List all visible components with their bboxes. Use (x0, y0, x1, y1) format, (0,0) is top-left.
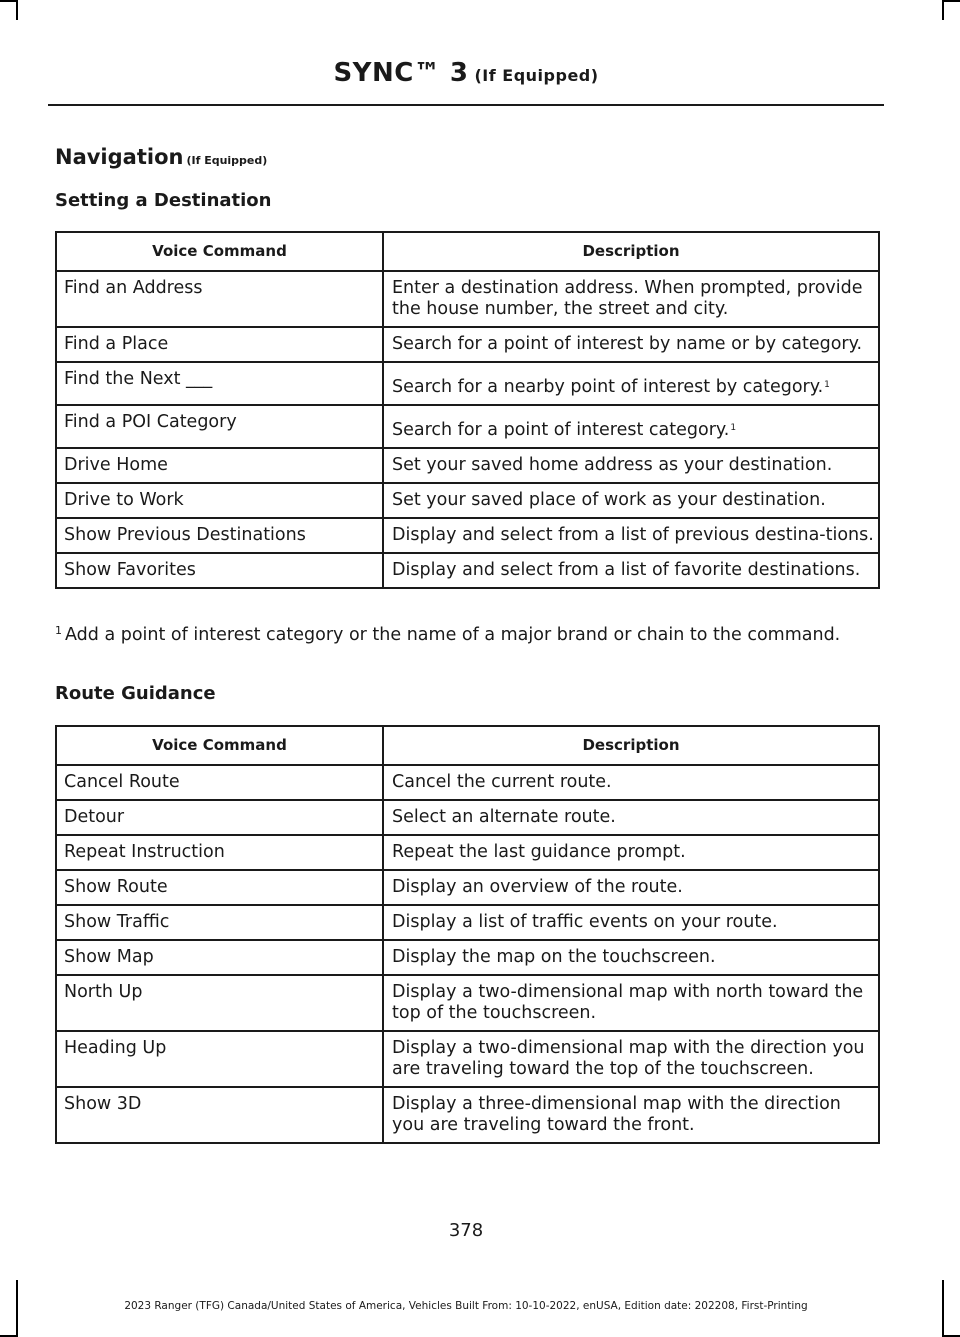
command-cell: Find an Address (56, 271, 383, 327)
table-row (56, 483, 879, 518)
description-cell (383, 405, 879, 448)
table-row (56, 940, 879, 975)
command-cell: North Up (56, 975, 383, 1031)
footnote-marker: 1 (55, 624, 62, 637)
destination-table (55, 231, 880, 589)
command-cell: Find a Place (56, 327, 383, 362)
table-row (56, 765, 879, 800)
column-header: Voice Command (56, 726, 383, 765)
description-cell: Display and select from a list of previous destina-tions. (383, 518, 879, 553)
table-row (56, 1087, 879, 1143)
column-header: Description (383, 726, 879, 765)
table-row (56, 870, 879, 905)
column-header: Description (383, 232, 879, 271)
command-cell: Heading Up (56, 1031, 383, 1087)
command-cell: Repeat Instruction (56, 835, 383, 870)
table-row (56, 405, 879, 448)
footnote-ref: 1 (730, 423, 737, 433)
table-row (56, 553, 879, 588)
crop-mark (16, 0, 18, 20)
table-row (56, 835, 879, 870)
command-cell: Show Map (56, 940, 383, 975)
command-cell: Drive to Work (56, 483, 383, 518)
description-cell: Display and select from a list of favorite destinations. (383, 553, 879, 588)
description-cell: Display a three-dimensional map with the direction you are traveling toward the front. (383, 1087, 879, 1143)
table-row (56, 1031, 879, 1087)
command-cell: Show Favorites (56, 553, 383, 588)
footnote (55, 625, 955, 645)
command-cell: Show Route (56, 870, 383, 905)
command-cell: Drive Home (56, 448, 383, 483)
table-row (56, 905, 879, 940)
description-cell: Set your saved place of work as your destination. (383, 483, 879, 518)
crop-mark (942, 0, 960, 2)
command-cell: Show 3D (56, 1087, 383, 1143)
header-divider (48, 104, 884, 106)
crop-mark (942, 1280, 944, 1337)
description-text: Search for a point of interest category. (392, 420, 730, 440)
guidance-heading: Route Guidance (55, 683, 216, 704)
description-cell: Display a two-dimensional map with the direction you are traveling toward the top of the touchscreen. (383, 1031, 879, 1087)
description-cell: Display a list of traffic events on your route. (383, 905, 879, 940)
footnote-ref: 1 (824, 380, 830, 390)
command-cell: Show Previous Destinations (56, 518, 383, 553)
table-row (56, 448, 879, 483)
header-title: SYNC™ 3 (333, 58, 469, 88)
table-header-row (56, 232, 879, 271)
description-cell: Enter a destination address. When prompted, provide the house number, the street and city. (383, 271, 879, 327)
description-cell: Display an overview of the route. (383, 870, 879, 905)
column-header: Voice Command (56, 232, 383, 271)
description-text: Search for a nearby point of interest by category. (392, 377, 824, 397)
table-header-row (56, 726, 879, 765)
footer-text: 2023 Ranger (TFG) Canada/United States of America, Vehicles Built From: 10-10-2022, enUSA, Edition date: 202208, First-Printing (124, 1300, 808, 1312)
guidance-table (55, 725, 880, 1144)
description-cell: Select an alternate route. (383, 800, 879, 835)
command-cell: Cancel Route (56, 765, 383, 800)
table-row (56, 518, 879, 553)
section-subtitle: (If Equipped) (186, 154, 268, 167)
command-cell: Find a POI Category (56, 405, 383, 448)
crop-mark (942, 0, 944, 20)
description-cell: Cancel the current route. (383, 765, 879, 800)
section-title-text: Navigation (55, 145, 184, 169)
page-header (0, 58, 932, 88)
table-row (56, 800, 879, 835)
page-number: 378 (448, 1220, 484, 1241)
header-subtitle: (If Equipped) (474, 66, 599, 85)
description-cell: Set your saved home address as your destination. (383, 448, 879, 483)
description-cell: Display the map on the touchscreen. (383, 940, 879, 975)
table-row (56, 975, 879, 1031)
description-cell: Search for a point of interest by name or by category. (383, 327, 879, 362)
command-cell: Detour (56, 800, 383, 835)
description-cell (383, 362, 879, 405)
table-row (56, 362, 879, 405)
description-cell: Repeat the last guidance prompt. (383, 835, 879, 870)
table-row (56, 271, 879, 327)
section-title (55, 145, 267, 169)
command-cell: Find the Next ___ (56, 362, 383, 405)
destination-heading: Setting a Destination (55, 190, 272, 211)
command-cell: Show Traffic (56, 905, 383, 940)
table-row (56, 327, 879, 362)
footnote-text: Add a point of interest category or the name of a major brand or chain to the command. (65, 625, 841, 645)
description-cell: Display a two-dimensional map with north toward the top of the touchscreen. (383, 975, 879, 1031)
